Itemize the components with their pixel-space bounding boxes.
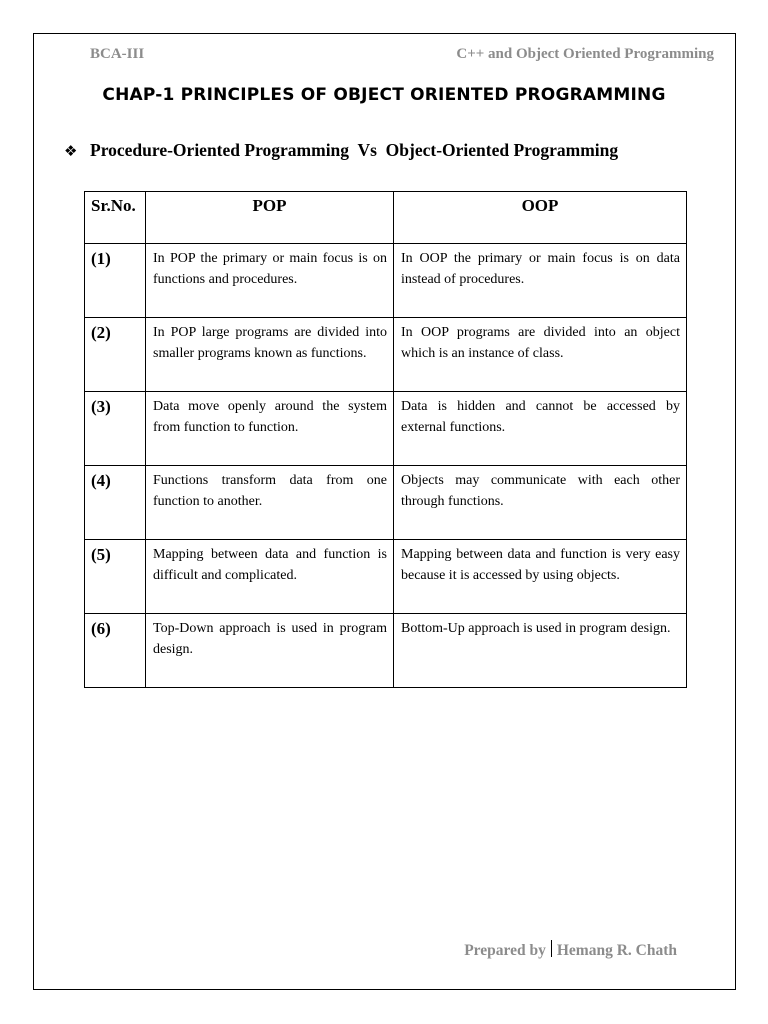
section-heading-text: Procedure-Oriented Programming Vs Object-Oriented Programming bbox=[90, 140, 619, 160]
diamond-bullet-icon: ❖ bbox=[64, 142, 78, 160]
pop-cell: Functions transform data from one function to another. bbox=[146, 466, 394, 540]
pop-cell: Data move openly around the system from function to function. bbox=[146, 392, 394, 466]
table-row bbox=[85, 540, 687, 614]
oop-cell: Data is hidden and cannot be accessed by external functions. bbox=[394, 392, 687, 466]
header-pop: POP bbox=[146, 192, 394, 244]
section-heading bbox=[64, 140, 618, 161]
oop-cell: Objects may communicate with each other through functions. bbox=[394, 466, 687, 540]
table-header-row bbox=[85, 192, 687, 244]
subject-label: C++ and Object Oriented Programming bbox=[456, 46, 714, 62]
comparison-table bbox=[84, 191, 687, 688]
oop-cell: In OOP programs are divided into an object which is an instance of class. bbox=[394, 318, 687, 392]
table-row bbox=[85, 244, 687, 318]
footer-separator bbox=[551, 940, 552, 957]
table-row bbox=[85, 466, 687, 540]
table-row bbox=[85, 614, 687, 688]
table-row bbox=[85, 392, 687, 466]
oop-cell: In OOP the primary or main focus is on data instead of procedures. bbox=[394, 244, 687, 318]
pop-cell: In POP the primary or main focus is on functions and procedures. bbox=[146, 244, 394, 318]
row-number: (1) bbox=[85, 244, 146, 318]
oop-cell: Bottom-Up approach is used in program design. bbox=[394, 614, 687, 688]
row-number: (6) bbox=[85, 614, 146, 688]
pop-cell: Top-Down approach is used in program design. bbox=[146, 614, 394, 688]
prepared-by-label: Prepared by bbox=[464, 942, 546, 959]
course-label: BCA-III bbox=[90, 46, 145, 62]
row-number: (4) bbox=[85, 466, 146, 540]
pop-cell: In POP large programs are divided into smaller programs known as functions. bbox=[146, 318, 394, 392]
header-sr-no: Sr.No. bbox=[85, 192, 146, 244]
row-number: (2) bbox=[85, 318, 146, 392]
row-number: (3) bbox=[85, 392, 146, 466]
row-number: (5) bbox=[85, 540, 146, 614]
author-name: Hemang R. Chath bbox=[556, 942, 677, 959]
chapter-title: CHAP-1 PRINCIPLES OF OBJECT ORIENTED PROGRAMMING bbox=[102, 85, 666, 105]
oop-cell: Mapping between data and function is very easy because it is accessed by using objects. bbox=[394, 540, 687, 614]
header-oop: OOP bbox=[394, 192, 687, 244]
footer-credit bbox=[464, 940, 677, 960]
table-row bbox=[85, 318, 687, 392]
pop-cell: Mapping between data and function is difficult and complicated. bbox=[146, 540, 394, 614]
